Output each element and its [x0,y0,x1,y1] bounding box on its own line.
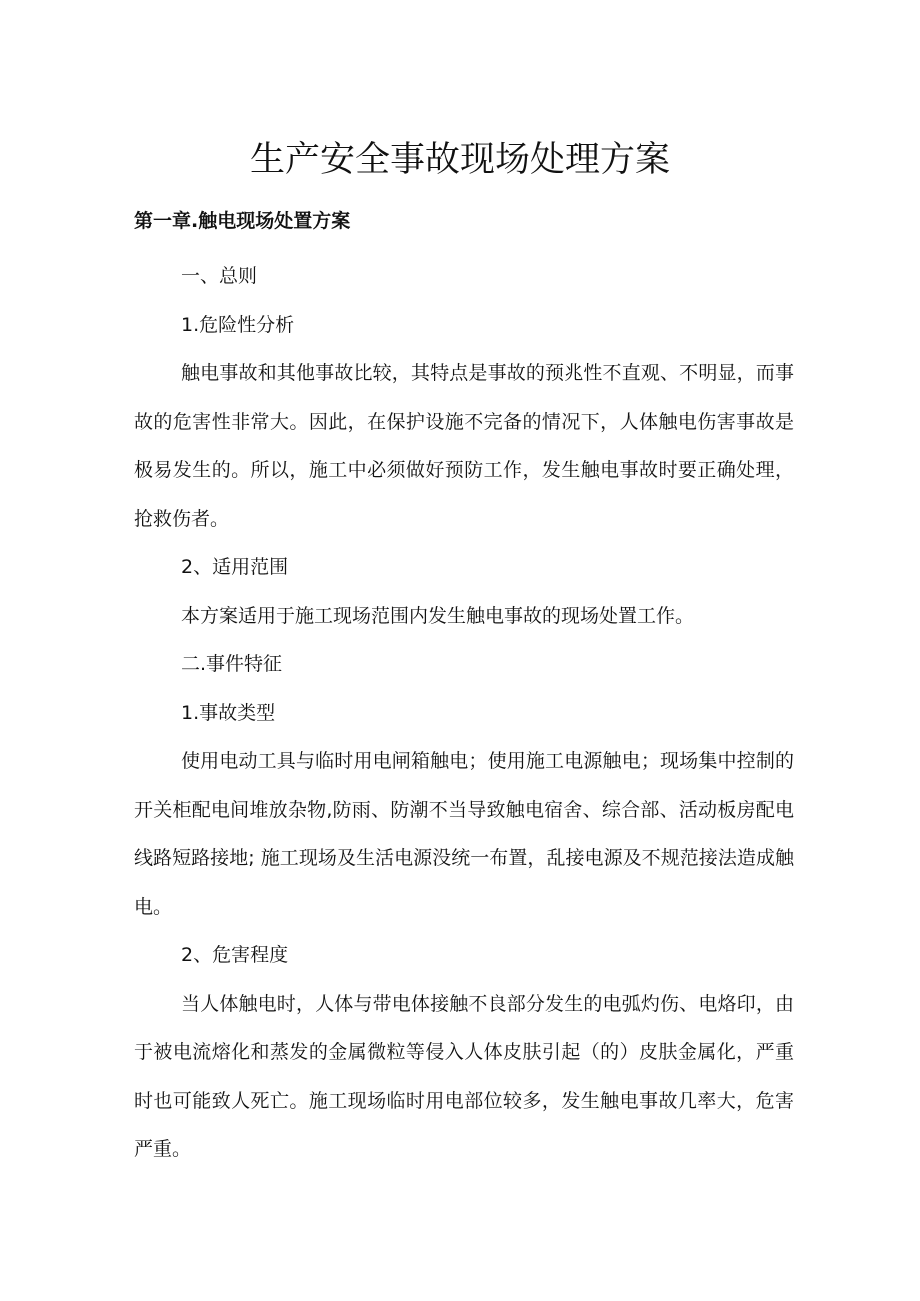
subsection-heading-hazard-analysis: 1.危险性分析 [181,313,295,336]
subsection-heading-accident-types: 1.事故类型 [181,701,276,724]
document-body [134,252,794,1174]
paragraph-accident-types: 使用电动工具与临时用电闸箱触电；使用施工电源触电；现场集中控制的开关柜配电间堆放杂物,防雨、防潮不当导致触电宿舍、综合部、活动板房配电线路短路接地; 施工现场及生活电源没统一布置，乱接电源及不规范接法造成触电。 [134,750,794,918]
paragraph-hazard-analysis: 触电事故和其他事故比较，其特点是事故的预兆性不直观、不明显，而事故的危害性非常大。因此，在保护设施不完备的情况下，人体触电伤害事故是极易发生的。所以，施工中必须做好预防工作，发生触电事故时要正确处理，抢救伤者。 [134,362,794,530]
chapter-heading: 第一章.触电现场处置方案 [134,210,351,232]
subsection-heading-scope: 2、适用范围 [181,556,289,578]
paragraph-scope: 本方案适用于施工现场范围内发生触电事故的现场处置工作。 [181,604,695,627]
section-heading-event-features: 二.事件特征 [181,653,283,675]
section-heading-general: 一、总则 [181,265,258,287]
paragraph-harm-degree: 当人体触电时，人体与带电体接触不良部分发生的电弧灼伤、电烙印，由于被电流熔化和蒸发的金属微粒等侵入人体皮肤引起（的）皮肤金属化，严重时也可能致人死亡。施工现场临时用电部位较多，发生触电事故几率大，危害严重。 [134,992,794,1160]
document-title: 生产安全事故现场处理方案 [249,140,670,180]
subsection-heading-harm-degree: 2、危害程度 [181,944,289,966]
